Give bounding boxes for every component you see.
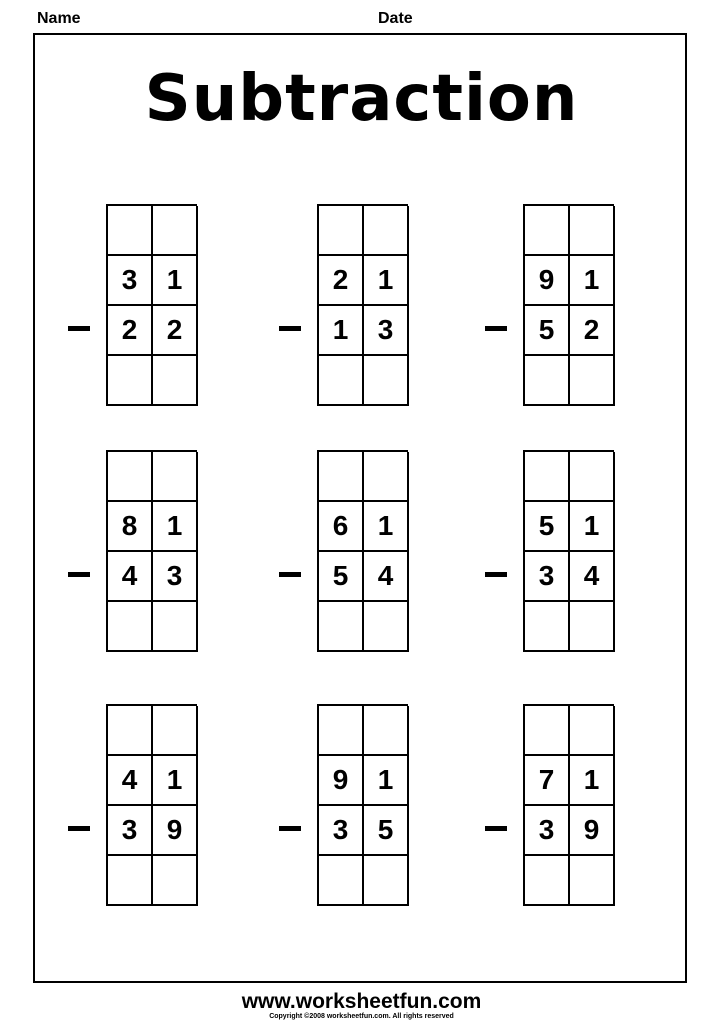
date-label: Date	[378, 10, 413, 27]
answer-ones[interactable]	[153, 602, 198, 652]
subtrahend-tens: 5	[319, 552, 364, 602]
answer-tens[interactable]	[319, 856, 364, 906]
minuend-tens: 5	[525, 502, 570, 552]
footer-url: www.worksheetfun.com	[241, 990, 482, 1013]
subtrahend-ones: 5	[364, 806, 409, 856]
minus-sign	[68, 826, 90, 831]
problem-6	[485, 450, 625, 652]
subtrahend-ones: 3	[364, 306, 409, 356]
carry-cell[interactable]	[364, 706, 409, 756]
minuend-tens: 9	[319, 756, 364, 806]
answer-grid	[523, 204, 614, 406]
answer-tens[interactable]	[319, 356, 364, 406]
answer-tens[interactable]	[525, 856, 570, 906]
carry-cell[interactable]	[525, 206, 570, 256]
answer-ones[interactable]	[570, 856, 615, 906]
problem-9	[485, 704, 625, 906]
answer-tens[interactable]	[525, 356, 570, 406]
minuend-ones: 1	[570, 502, 615, 552]
minuend-tens: 9	[525, 256, 570, 306]
minuend-ones: 1	[153, 756, 198, 806]
minuend-tens: 3	[108, 256, 153, 306]
problem-4	[68, 450, 208, 652]
minuend-tens: 4	[108, 756, 153, 806]
subtrahend-ones: 9	[153, 806, 198, 856]
minus-sign	[485, 572, 507, 577]
carry-cell[interactable]	[319, 452, 364, 502]
answer-grid	[106, 704, 197, 906]
answer-ones[interactable]	[364, 602, 409, 652]
subtrahend-ones: 2	[570, 306, 615, 356]
answer-tens[interactable]	[525, 602, 570, 652]
subtrahend-ones: 9	[570, 806, 615, 856]
subtrahend-tens: 3	[108, 806, 153, 856]
answer-grid	[106, 204, 197, 406]
answer-grid	[317, 204, 408, 406]
worksheet-title: Subtraction	[144, 62, 579, 136]
answer-grid	[317, 450, 408, 652]
subtrahend-ones: 4	[570, 552, 615, 602]
answer-ones[interactable]	[570, 602, 615, 652]
footer-copyright: Copyright ©2008 worksheetfun.com. All rights reserved	[269, 1013, 454, 1020]
carry-cell[interactable]	[364, 206, 409, 256]
carry-cell[interactable]	[364, 452, 409, 502]
answer-tens[interactable]	[108, 602, 153, 652]
subtrahend-ones: 2	[153, 306, 198, 356]
carry-cell[interactable]	[525, 452, 570, 502]
problem-7	[68, 704, 208, 906]
minus-sign	[485, 326, 507, 331]
answer-ones[interactable]	[364, 356, 409, 406]
minuend-ones: 1	[364, 256, 409, 306]
answer-tens[interactable]	[108, 356, 153, 406]
minuend-tens: 2	[319, 256, 364, 306]
answer-grid	[523, 450, 614, 652]
problem-1	[68, 204, 208, 406]
carry-cell[interactable]	[153, 452, 198, 502]
carry-cell[interactable]	[153, 706, 198, 756]
carry-cell[interactable]	[153, 206, 198, 256]
minus-sign	[279, 326, 301, 331]
answer-tens[interactable]	[108, 856, 153, 906]
minus-sign	[279, 572, 301, 577]
carry-cell[interactable]	[108, 706, 153, 756]
subtrahend-tens: 3	[319, 806, 364, 856]
subtrahend-tens: 4	[108, 552, 153, 602]
minuend-tens: 8	[108, 502, 153, 552]
minus-sign	[68, 572, 90, 577]
problem-3	[485, 204, 625, 406]
carry-cell[interactable]	[319, 206, 364, 256]
carry-cell[interactable]	[108, 206, 153, 256]
problem-2	[279, 204, 419, 406]
minus-sign	[485, 826, 507, 831]
subtrahend-tens: 3	[525, 806, 570, 856]
subtrahend-ones: 4	[364, 552, 409, 602]
minuend-ones: 1	[570, 756, 615, 806]
carry-cell[interactable]	[570, 452, 615, 502]
carry-cell[interactable]	[319, 706, 364, 756]
answer-ones[interactable]	[153, 856, 198, 906]
answer-ones[interactable]	[570, 356, 615, 406]
problem-8	[279, 704, 419, 906]
name-label: Name	[37, 10, 81, 27]
minuend-ones: 1	[364, 756, 409, 806]
minuend-tens: 7	[525, 756, 570, 806]
minus-sign	[279, 826, 301, 831]
answer-grid	[106, 450, 197, 652]
minuend-ones: 1	[570, 256, 615, 306]
subtrahend-tens: 2	[108, 306, 153, 356]
subtrahend-tens: 3	[525, 552, 570, 602]
subtrahend-ones: 3	[153, 552, 198, 602]
minuend-tens: 6	[319, 502, 364, 552]
answer-grid	[523, 704, 614, 906]
subtrahend-tens: 1	[319, 306, 364, 356]
carry-cell[interactable]	[108, 452, 153, 502]
subtrahend-tens: 5	[525, 306, 570, 356]
minus-sign	[68, 326, 90, 331]
minuend-ones: 1	[364, 502, 409, 552]
problem-5	[279, 450, 419, 652]
answer-grid	[317, 704, 408, 906]
minuend-ones: 1	[153, 256, 198, 306]
minuend-ones: 1	[153, 502, 198, 552]
answer-ones[interactable]	[153, 356, 198, 406]
answer-tens[interactable]	[319, 602, 364, 652]
carry-cell[interactable]	[570, 706, 615, 756]
answer-ones[interactable]	[364, 856, 409, 906]
carry-cell[interactable]	[525, 706, 570, 756]
carry-cell[interactable]	[570, 206, 615, 256]
